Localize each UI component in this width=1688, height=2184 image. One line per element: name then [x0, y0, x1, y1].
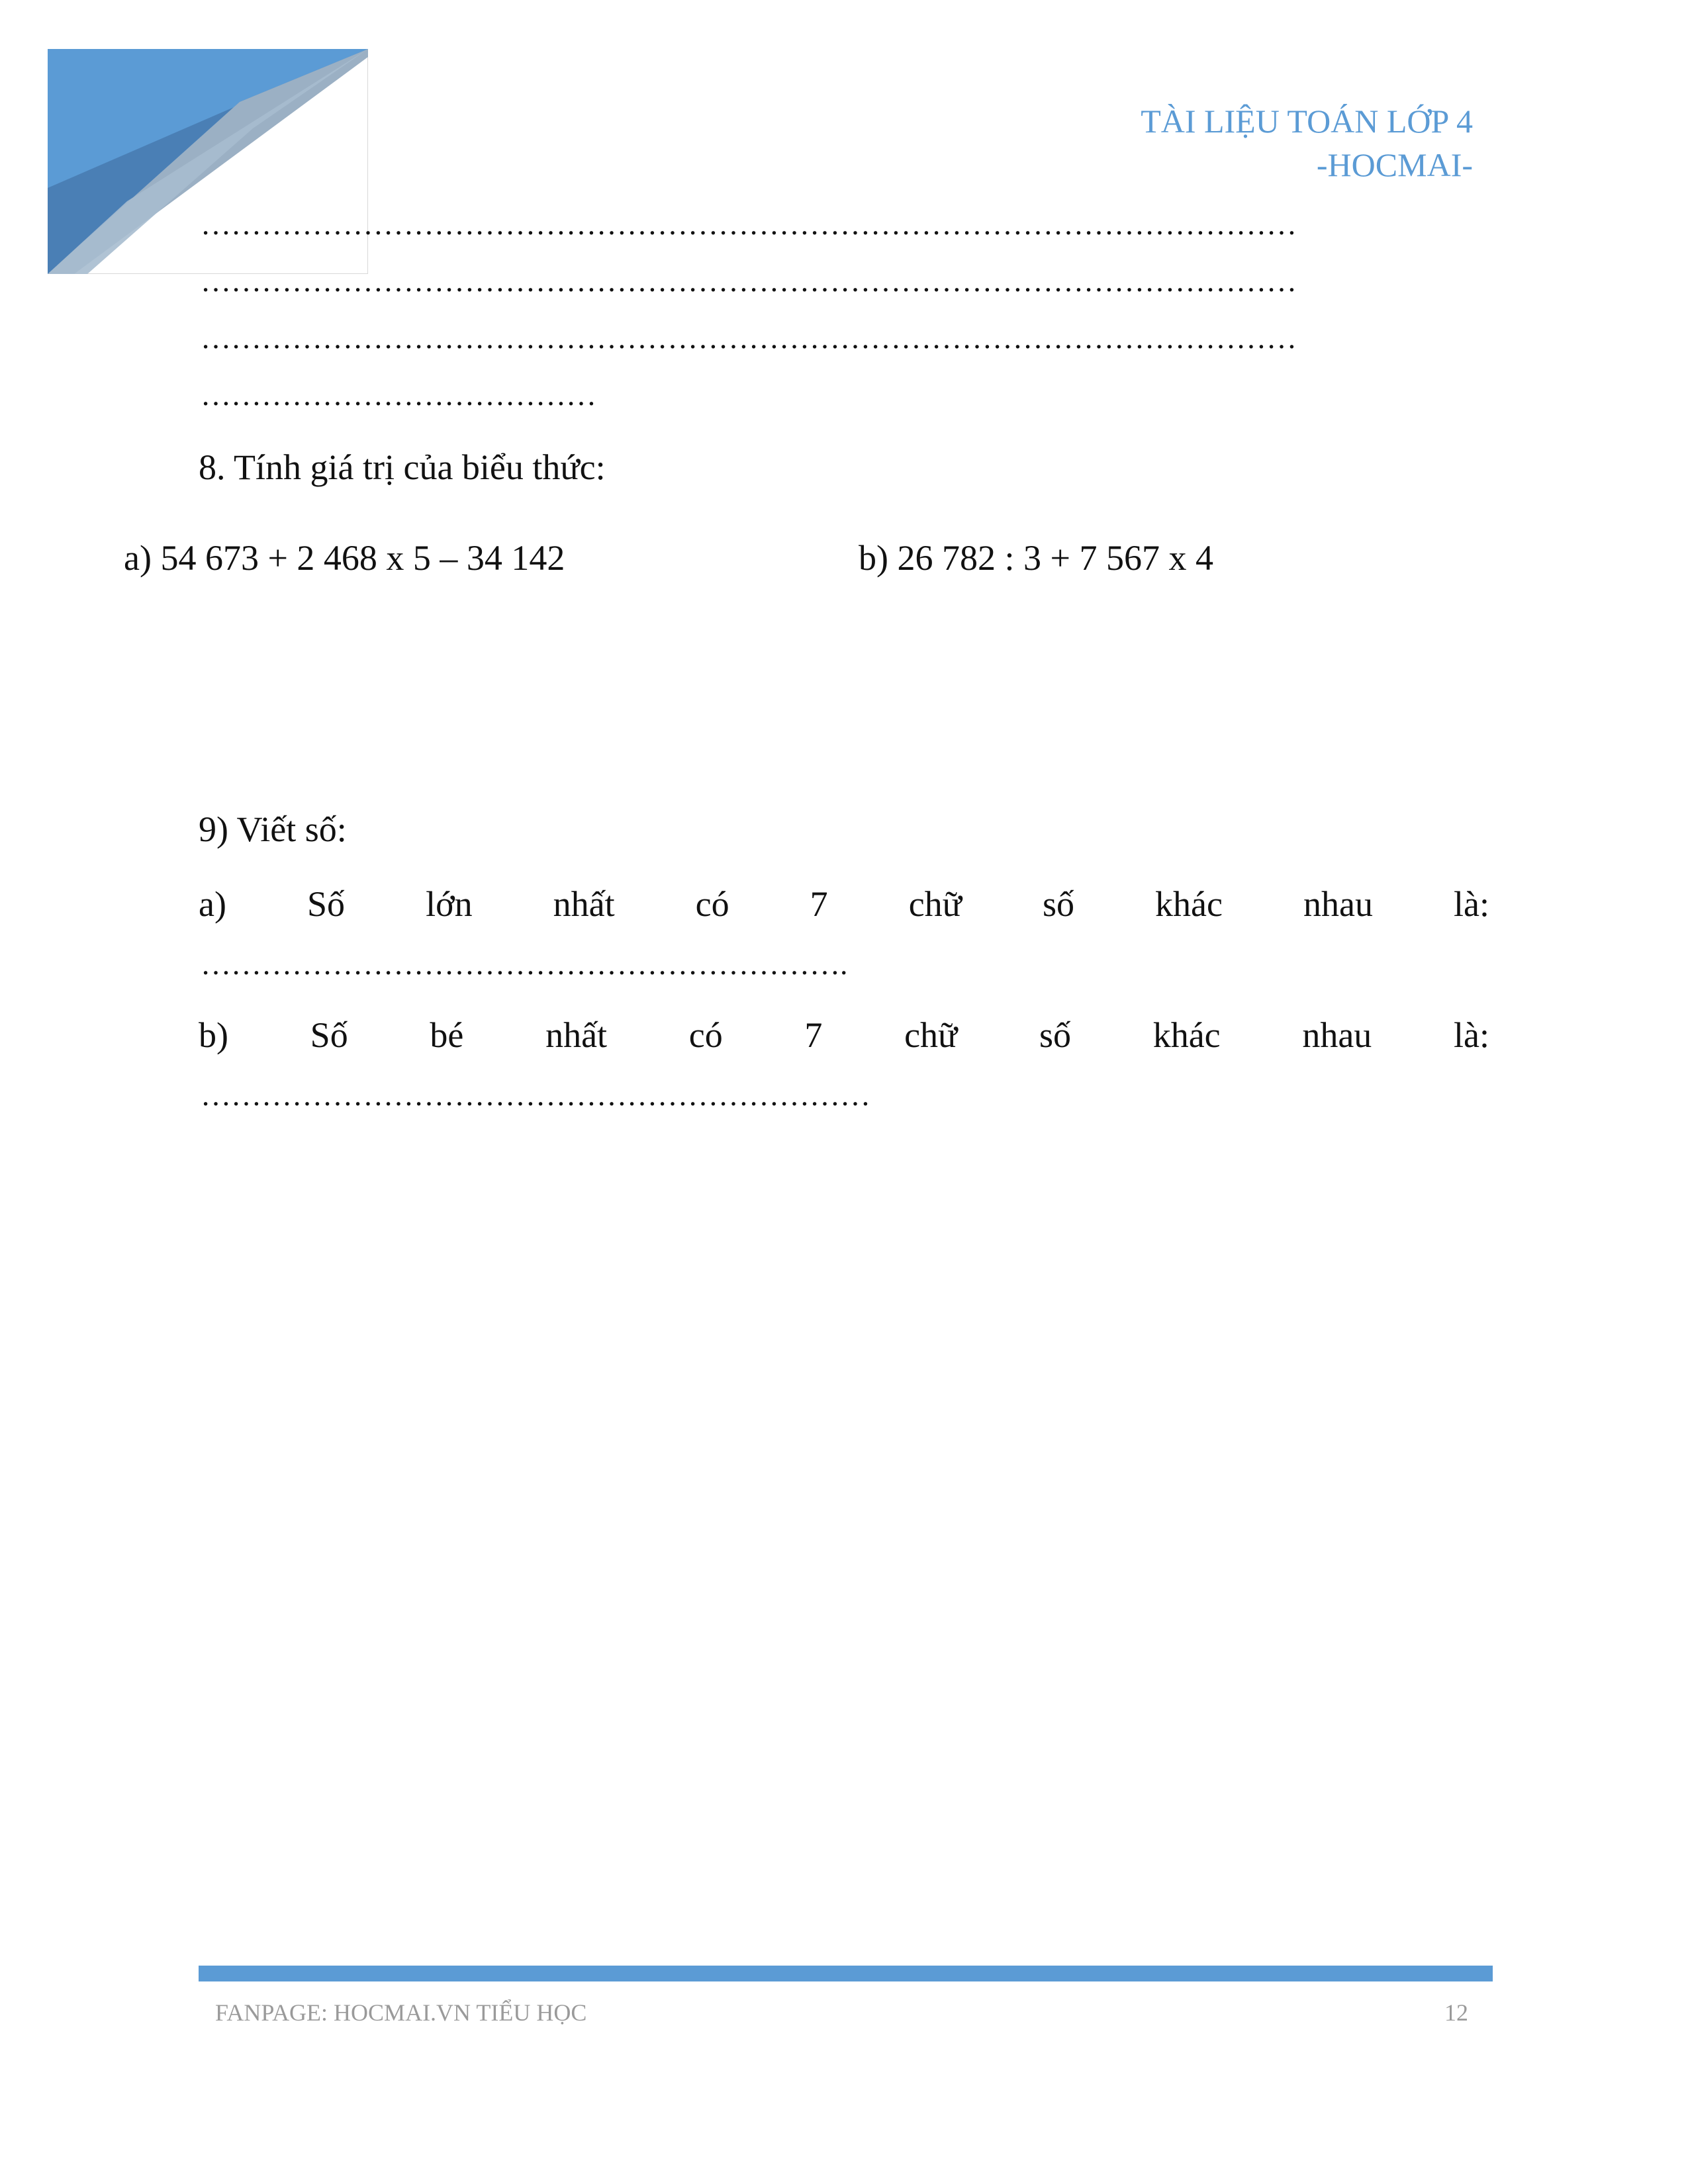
word: là:: [1454, 1015, 1489, 1055]
word: nhất: [545, 1015, 608, 1055]
word: khác: [1152, 1015, 1221, 1055]
word: số: [1042, 884, 1074, 924]
footer-fanpage: FANPAGE: HOCMAI.VN TIỂU HỌC: [215, 1999, 587, 2026]
header-subtitle: -HOCMAI-: [1316, 146, 1473, 183]
word: Số: [310, 1015, 348, 1055]
word: a): [199, 884, 226, 924]
answer-line: ………………………………………………………………………………………………: [201, 207, 1297, 241]
answer-line: ………………………………………………………………………………………………: [201, 264, 1297, 298]
word: nhau: [1302, 1015, 1372, 1055]
word: b): [199, 1015, 228, 1055]
question-9-part-a-answer-line: ……………………………………………………….: [201, 947, 848, 981]
word: chữ: [908, 884, 962, 924]
question-8-part-b: b) 26 782 : 3 + 7 567 x 4: [859, 538, 1213, 578]
word: 7: [810, 884, 828, 924]
word: chữ: [904, 1015, 958, 1055]
question-8-part-a: a) 54 673 + 2 468 x 5 – 34 142: [124, 538, 565, 578]
question-9-title: 9) Viết số:: [199, 809, 347, 849]
word: lớn: [426, 884, 473, 924]
answer-line: ………………………………………………………………………………………………: [201, 321, 1297, 355]
word: nhất: [553, 884, 615, 924]
word: bé: [430, 1015, 464, 1055]
word: số: [1039, 1015, 1072, 1055]
word: Số: [306, 884, 346, 924]
answer-line: …………………………………: [201, 378, 596, 412]
word: nhau: [1303, 884, 1373, 924]
word: có: [695, 884, 729, 924]
word: khác: [1155, 884, 1223, 924]
question-9-part-b-answer-line: …………………………………………………………: [201, 1078, 870, 1112]
footer-divider: [199, 1966, 1493, 1981]
word: có: [688, 1015, 723, 1055]
question-9-part-a: [199, 884, 1489, 925]
page-number: 12: [1444, 1999, 1468, 2026]
document-header: [1141, 99, 1473, 187]
question-9-part-b: [199, 1015, 1489, 1056]
header-title: TÀI LIỆU TOÁN LỚP 4: [1141, 103, 1473, 140]
word: 7: [804, 1015, 823, 1055]
word: là:: [1454, 884, 1489, 924]
question-8-title: 8. Tính giá trị của biểu thức:: [199, 447, 606, 487]
